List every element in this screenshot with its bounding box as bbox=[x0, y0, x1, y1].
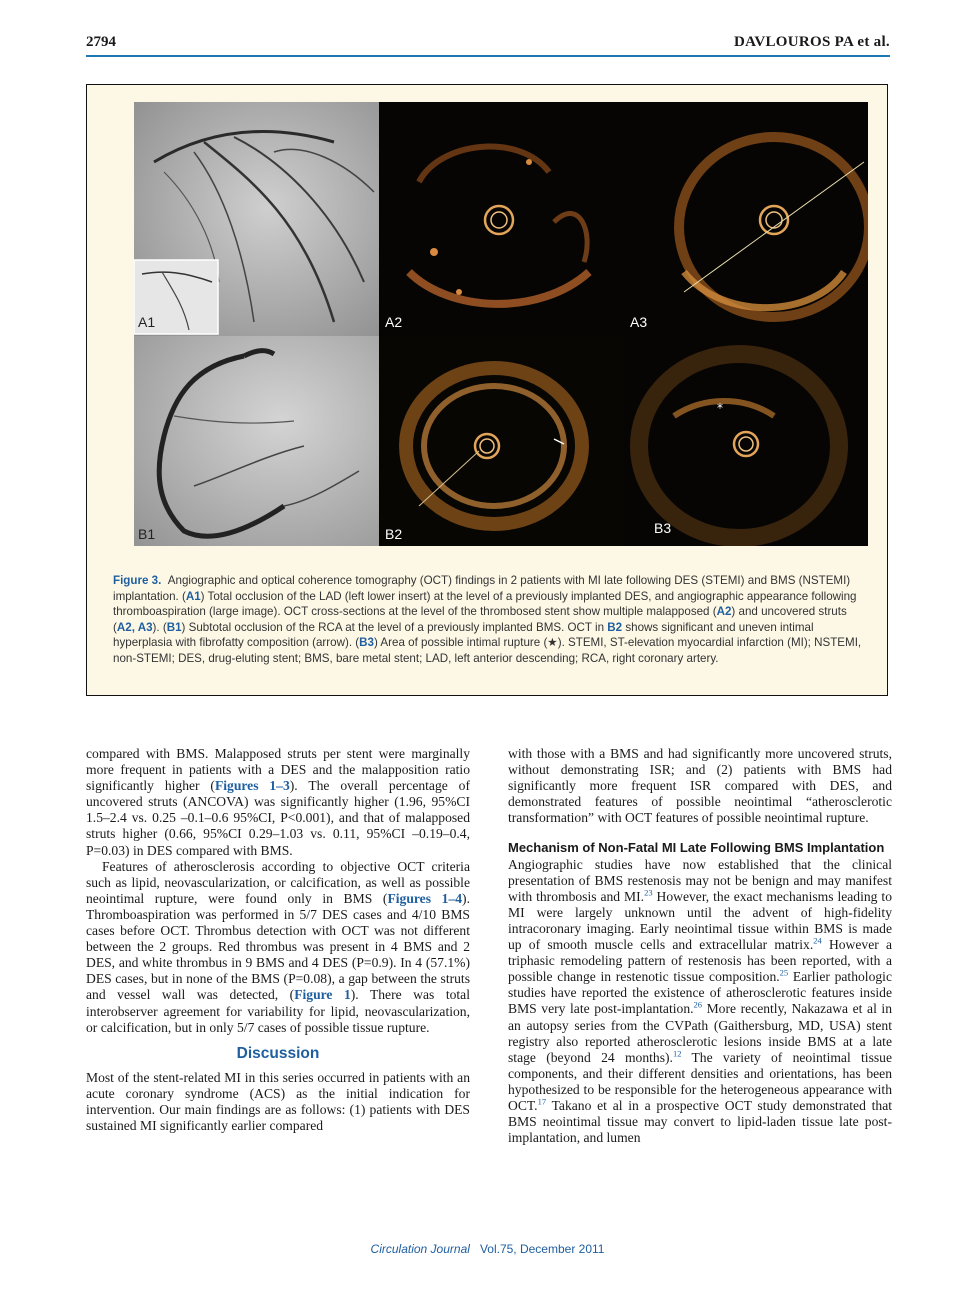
caption-text: ) Subtotal occlusion of the RCA at the level of a previously implanted BMS. OCT in bbox=[181, 620, 608, 634]
left-column bbox=[86, 746, 470, 1134]
panel-label-b3: B3 bbox=[654, 520, 672, 536]
caption-ref-b2: B2 bbox=[607, 620, 623, 634]
caption-text: ) and uncovered struts ( bbox=[113, 605, 847, 634]
caption-ref-a2-a3: A2, A3 bbox=[116, 620, 153, 634]
caption-text: shows significant and uneven intimal hyperplasia with fibrofatty composition (arrow). ( bbox=[113, 620, 814, 650]
page-header bbox=[86, 28, 890, 58]
figure-caption bbox=[113, 573, 865, 667]
panel-label-a3: A3 bbox=[630, 314, 648, 330]
paragraph: Most of the stent-related MI in this series occurred in patients with an acute coronary syndrome (ACS) as the initial indication for intervention. Our main findings are as follows: (1) patients with DES sustained MI significantly earlier compared bbox=[86, 1069, 470, 1134]
section-heading-discussion: Discussion bbox=[236, 1044, 320, 1062]
reference[interactable]: 26 bbox=[693, 999, 703, 1010]
page-number: 2794 bbox=[86, 34, 116, 50]
volume-date: Vol.75, December 2011 bbox=[479, 1242, 605, 1256]
caption-ref-a2: A2 bbox=[716, 605, 732, 619]
panel-a2-oct bbox=[379, 102, 624, 336]
figure-link[interactable]: Figure 1 bbox=[294, 987, 351, 1003]
caption-text: ) Area of possible intimal rupture (★). STEMI, ST-elevation myocardial infarction (MI); NSTEMI, non-STEMI; DES, drug-eluting stent; BMS, bare metal stent; LAD, left anterior descending; RCA, right coronary artery. bbox=[113, 636, 862, 665]
panel-b1-angiogram bbox=[134, 336, 379, 546]
caption-ref-b1: B1 bbox=[166, 620, 182, 634]
header-rule bbox=[86, 55, 890, 57]
reference[interactable]: 12 bbox=[672, 1048, 682, 1059]
panel-label-b2: B2 bbox=[385, 526, 403, 542]
panel-a3-oct bbox=[624, 102, 868, 336]
panel-a1-angiogram bbox=[134, 102, 379, 336]
figure-link[interactable]: Figures 1–4 bbox=[387, 890, 463, 906]
paragraph: with those with a BMS and had significantly more uncovered struts, without demonstrating ISR; and (2) patients with BMS had significantly more frequent ISR compared with DES, and demonstrated features of possible neointimal “atherosclerotic transformation” with OCT features of possible neointimal rupture. bbox=[508, 746, 892, 826]
panel-b3-oct bbox=[624, 336, 868, 546]
panel-label-b1: B1 bbox=[138, 526, 156, 542]
caption-text: ) Total occlusion of the LAD (left lower insert) at the level of a previously implanted DES, and angiographic appearance following thromboaspiration (large image). OCT cross-sections at the level of the thrombosed stent show multiple malapposed ( bbox=[113, 589, 857, 619]
figure-3 bbox=[86, 84, 888, 696]
figure-images bbox=[134, 102, 868, 546]
caption-text: ). ( bbox=[152, 620, 167, 634]
reference[interactable]: 24 bbox=[813, 935, 822, 946]
svg-text:*: * bbox=[717, 401, 723, 415]
paragraph: compared with BMS. Malapposed struts per stent were marginally more frequent in patients with a DES and the malapposition ratio significantly higher (Figures 1–3). The overall percentage of uncovered struts (ANCOVA) was significantly higher (1.96, 95%CI 1.5–2.4 vs. 0.25 –0.1–0.6 95%CI, P<0.001), and that of malapposed struts higher (0.66, 95%CI 0.29–1.03 vs. 0.11, 95%CI –0.19–0.4, P=0.03) in DES compared with BMS. bbox=[86, 746, 470, 858]
figure-link[interactable]: Figures 1–3 bbox=[214, 778, 290, 794]
reference[interactable]: 17 bbox=[537, 1096, 547, 1107]
paragraph: Features of atherosclerosis according to objective OCT criteria such as lipid, neovascularization, or calcification, as well as possible neointimal rupture, were found only in BMS (Figures 1–4). Thromboaspiration was performed in 5/7 DES cases and 4/10 BMS cases before OCT. Thrombus detection with OCT was not different between the 2 groups. Red thrombus was present in 4 BMS and 2 DES, and white thrombus in 9 BMS and 4 DES (P=0.9). In 4 (57.1%) DES cases, but in none of the BMS (P=0.08), a gap between the struts and vessel wall was detected, (Figure 1). There was total interobserver agreement for variability for lipid, neovascularization, or calcification, but in only 5/7 cases of possible tissue rupture. bbox=[86, 858, 470, 1035]
paragraph: Angiographic studies have now established that the clinical presentation of BMS restenosis may not be benign and may manifest with thrombosis and MI.$^{23}$ However, the exact mechanisms leading to MI were largely unknown until the advent of high-fidelity intracoronary imaging. Early neointimal tissue within BMS is made up of smooth muscle cells and extracellular matrix.$^{24}$ However a triphasic remodeling pattern of restenosis has been reported, with a possible change in restenotic tissue composition.$^{25}$ Earlier pathologic studies have reported the existence of atherosclerotic features inside BMS very late post-implantation.$^{26}$ More recently, Nakazawa et al in an autopsy series from the CVPath (Gaithersburg, MD, USA) stent registry also reported atherosclerotic lesions inside BMS at a late stage (beyond 24 months).$^{12}$ The variety of neointimal tissue components, and their different densities and orientations, has been hypothesized to be responsible for the heterogeneous appearance with OCT.$^{17}$ Takano et al in a prospective OCT study demonstrated that BMS neointimal tissue may convert to lipid-laden tissue late post-implantation, and lumen bbox=[508, 856, 892, 1146]
subsection-heading: Mechanism of Non-Fatal MI Late Following BMS Implantation bbox=[508, 840, 885, 856]
panel-label-a1: A1 bbox=[138, 314, 156, 330]
running-author: DAVLOUROS PA et al. bbox=[734, 34, 890, 50]
caption-ref-b3: B3 bbox=[359, 636, 374, 650]
panel-b2-oct bbox=[379, 336, 624, 546]
figure-label: Figure 3. bbox=[113, 574, 162, 587]
reference[interactable]: 25 bbox=[779, 967, 789, 978]
caption-text: Angiographic and optical coherence tomography (OCT) findings in 2 patients with MI late following DES (STEMI) and BMS (NSTEMI) implantation. ( bbox=[113, 574, 851, 603]
reference[interactable]: 23 bbox=[644, 887, 653, 898]
caption-ref-a1: A1 bbox=[185, 589, 201, 603]
journal-name: Circulation Journal bbox=[370, 1242, 470, 1256]
page-footer bbox=[0, 1242, 975, 1256]
panel-label-a2: A2 bbox=[385, 314, 403, 330]
right-column bbox=[508, 746, 892, 1146]
